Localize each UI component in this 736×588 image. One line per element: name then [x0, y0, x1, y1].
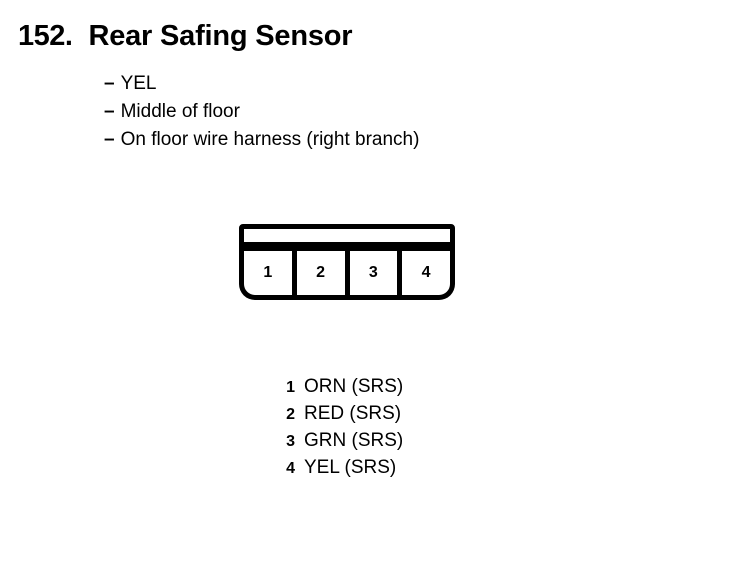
- legend-row: [275, 401, 403, 428]
- legend-row: [275, 455, 403, 482]
- connector-top-bar: [244, 242, 450, 251]
- legend-pin-number: 4: [286, 460, 295, 477]
- legend-row: [275, 428, 403, 455]
- legend-pin-label: RED (SRS): [304, 403, 402, 424]
- legend-row: [275, 374, 403, 401]
- note-label: Middle of floor: [120, 101, 240, 122]
- page-title-number: 152.: [18, 20, 73, 52]
- legend-pin-number: 1: [286, 379, 295, 396]
- connector-pin: 1: [244, 251, 297, 295]
- legend-pin-number: 2: [286, 406, 295, 423]
- pin-legend: [275, 374, 403, 482]
- note-dash: –: [104, 73, 115, 94]
- connector-pin: 3: [350, 251, 403, 295]
- connector-pin-row: [244, 251, 450, 295]
- note-item: [104, 98, 419, 126]
- legend-pin-label: GRN (SRS): [304, 430, 404, 451]
- legend-pin-number: 3: [286, 433, 295, 450]
- connector-diagram: [239, 224, 455, 300]
- legend-pin-label: YEL (SRS): [304, 457, 397, 478]
- note-dash: –: [104, 129, 115, 150]
- page-title: [18, 20, 352, 53]
- page-title-text: Rear Safing Sensor: [88, 20, 353, 52]
- note-item: [104, 70, 419, 98]
- legend-pin-label: ORN (SRS): [304, 376, 404, 397]
- connector-pin: 4: [421, 264, 431, 281]
- note-label: On floor wire harness (right branch): [120, 129, 420, 150]
- note-dash: –: [104, 101, 115, 122]
- connector-pin: 2: [297, 251, 350, 295]
- notes-list: [104, 70, 419, 154]
- note-item: [104, 126, 419, 154]
- note-label: YEL: [120, 73, 157, 94]
